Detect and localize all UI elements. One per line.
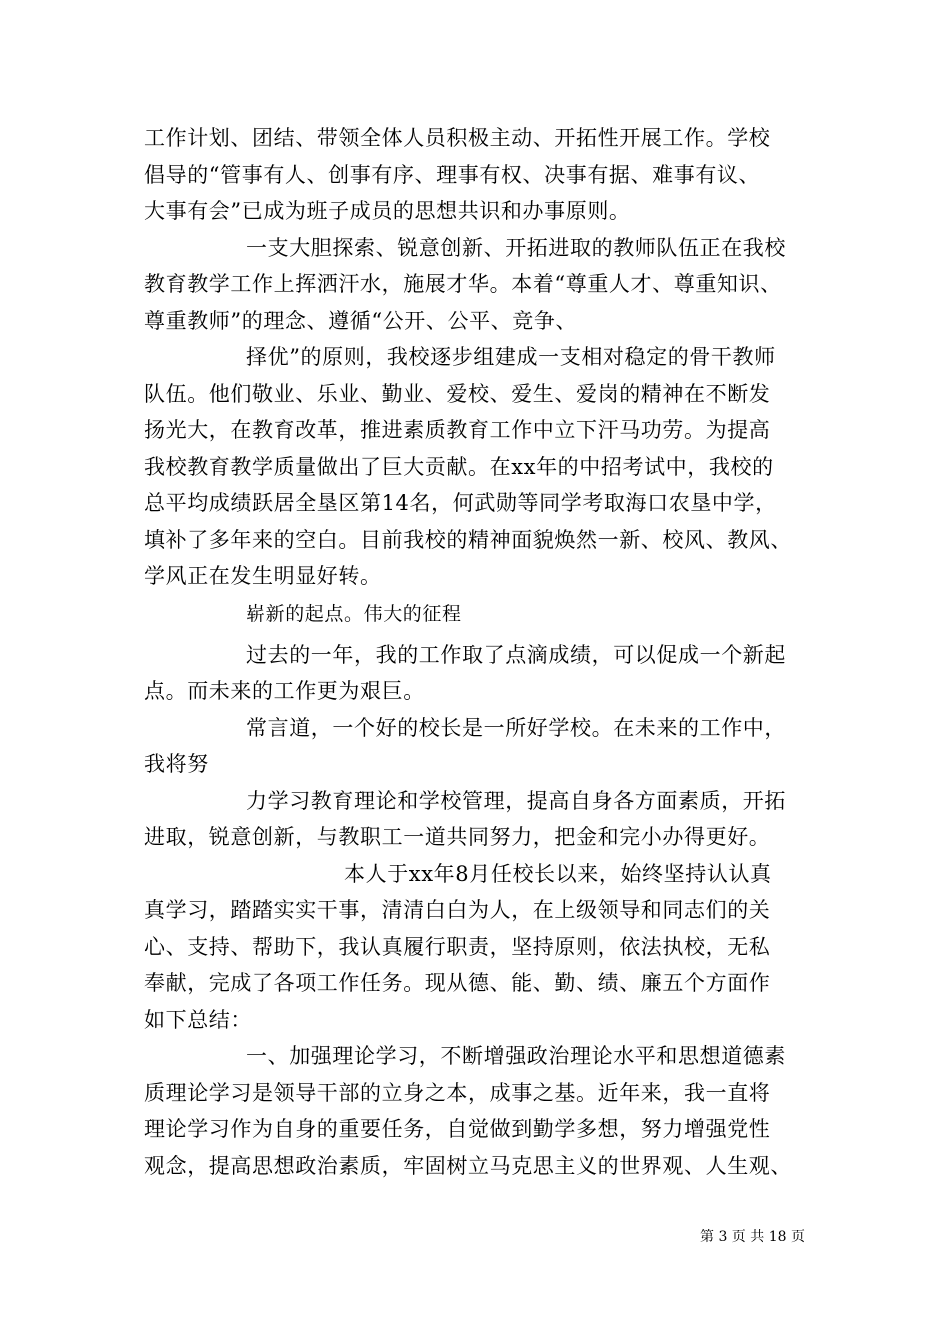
text-line-9: 扬光大，在教育改革，推进素质教育工作中立下汗马功劳。为提高: [144, 418, 771, 442]
text-line-21: 本人于xx年8月任校长以来，始终坚持认认真: [344, 862, 772, 886]
text-line-13: 学风正在发生明显好转。: [144, 564, 382, 588]
text-line-3: 大事有会”已成为班子成员的思想共识和办事原则。: [144, 199, 631, 223]
text-line-25: 如下总结：: [144, 1008, 252, 1032]
text-line-8: 队伍。他们敬业、乐业、勤业、爱校、爱生、爱岗的精神在不断发: [144, 382, 771, 406]
text-line-12: 填补了多年来的空白。目前我校的精神面貌焕然一新、校风、教风、: [144, 528, 792, 552]
text-line-17: 常言道，一个好的校长是一所好学校。在未来的工作中，: [246, 716, 786, 740]
text-line-18: 我将努: [144, 752, 209, 776]
text-line-24: 奉献，完成了各项工作任务。现从德、能、勤、绩、廉五个方面作: [144, 971, 771, 995]
text-line-1: 工作计划、团结、带领全体人员积极主动、开拓性开展工作。学校: [144, 126, 771, 150]
text-line-15: 过去的一年，我的工作取了点滴成绩，可以促成一个新起: [246, 643, 786, 667]
text-line-5: 教育教学工作上挥洒汗水，施展才华。本着“尊重人才、尊重知识、: [144, 272, 782, 296]
text-line-10: 我校教育教学质量做出了巨大贡献。在xx年的中招考试中，我校的: [144, 455, 774, 479]
text-line-7: 择优”的原则，我校逐步组建成一支相对稳定的骨干教师: [246, 345, 776, 369]
text-line-2: 倡导的“管事有人、创事有序、理事有权、决事有据、难事有议、: [144, 163, 761, 187]
text-line-22: 真学习，踏踏实实干事，清清白白为人，在上级领导和同志们的关: [144, 898, 771, 922]
text-line-20: 进取，锐意创新，与教职工一道共同努力，把金和完小办得更好。: [144, 825, 771, 849]
text-line-29: 观念，提高思想政治素质，牢固树立马克思主义的世界观、人生观、: [144, 1154, 792, 1178]
text-line-26: 一、加强理论学习，不断增强政治理论水平和思想道德素: [246, 1044, 786, 1068]
text-line-19: 力学习教育理论和学校管理，提高自身各方面素质，开拓: [246, 789, 786, 813]
section-heading: 崭新的起点。伟大的征程: [246, 603, 462, 625]
text-line-28: 理论学习作为自身的重要任务，自觉做到勤学多想，努力增强党性: [144, 1117, 771, 1141]
page-number-footer: 第 3 页 共 18 页: [700, 1229, 805, 1245]
text-line-27: 质理论学习是领导干部的立身之本，成事之基。近年来，我一直将: [144, 1081, 771, 1105]
text-line-11: 总平均成绩跃居全垦区第14名，何武勋等同学考取海口农垦中学，: [144, 491, 777, 515]
text-line-16: 点。而未来的工作更为艰巨。: [144, 679, 425, 703]
text-line-6: 尊重教师”的理念、遵循“公开、公平、竞争、: [144, 309, 578, 333]
text-line-4: 一支大胆探索、锐意创新、开拓进取的教师队伍正在我校: [246, 236, 786, 260]
text-line-23: 心、支持、帮助下，我认真履行职责，坚持原则，依法执校，无私: [144, 935, 771, 959]
